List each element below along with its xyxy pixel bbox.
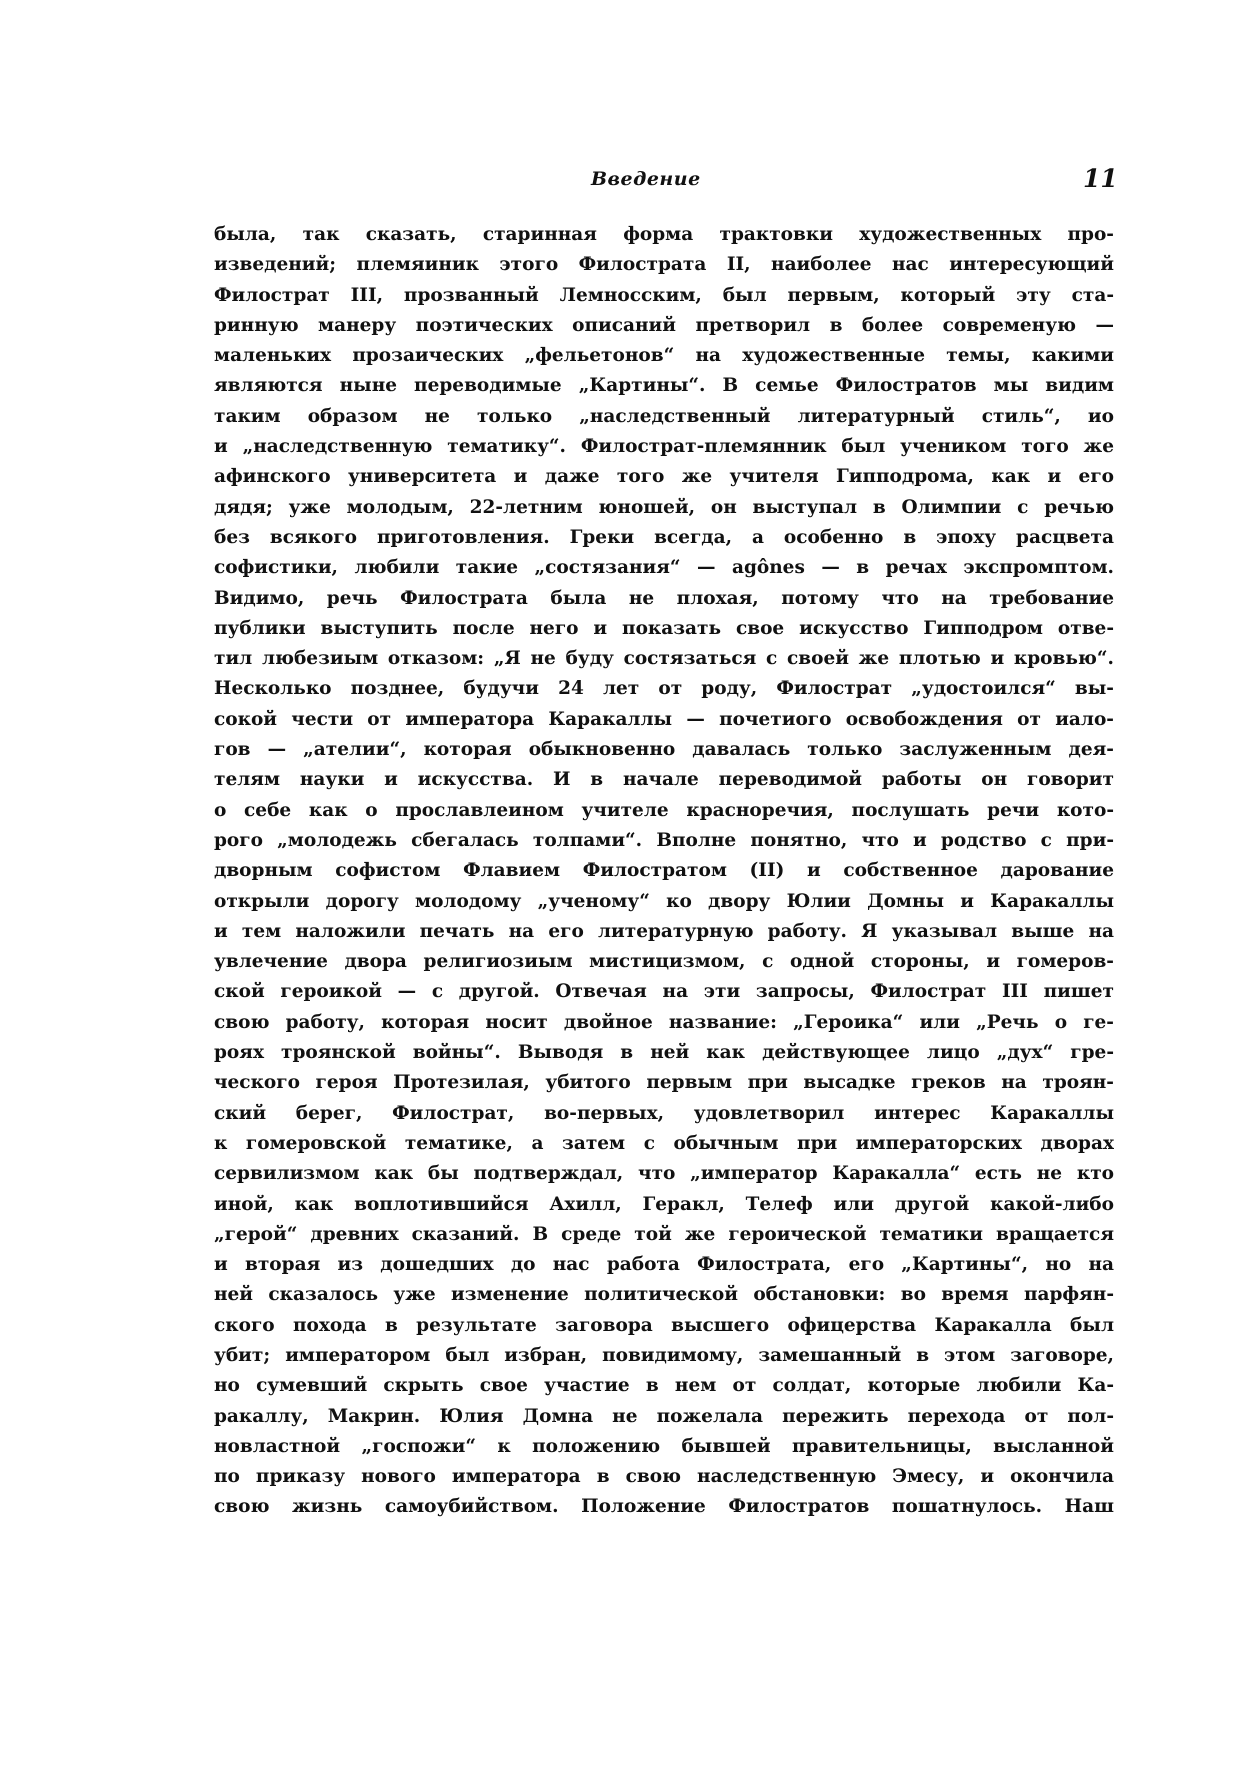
text-line: сокой чести от императора Каракаллы — почетиого освобождения от иало- bbox=[214, 708, 1114, 730]
text-line: и вторая из дошедших до нас работа Филострата, его „Картины“, но на bbox=[214, 1254, 1114, 1276]
text-line: Несколько позднее, будучи 24 лет от роду, Филострат „удостоился“ вы- bbox=[214, 678, 1114, 700]
text-line: сервилизмом как бы подтверждал, что „император Каракалла“ есть не кто bbox=[214, 1163, 1114, 1185]
text-line: тил любезиым отказом: „Я не буду состязаться с своей же плотью и кровью“. bbox=[214, 648, 1114, 670]
running-head bbox=[0, 164, 1259, 198]
text-line: дворным софистом Флавием Филостратом (II) и собственное дарование bbox=[214, 860, 1114, 882]
text-line: но сумевший скрыть свое участие в нем от солдат, которые любили Ка- bbox=[214, 1375, 1114, 1397]
text-line: рого „молодежь сбегалась толпами“. Вполне понятно, что и родство с при- bbox=[214, 829, 1114, 851]
text-line: ческого героя Протезилая, убитого первым при высадке греков на троян- bbox=[214, 1072, 1114, 1094]
text-line: и тем наложили печать на его литературную работу. Я указывал выше на bbox=[214, 920, 1114, 942]
text-line: софистики, любили такие „состязания“ — agônes — в речах экспромптом. bbox=[214, 557, 1114, 579]
text-line: публики выступить после него и показать свое искусство Гипподром отве- bbox=[214, 617, 1114, 639]
text-line: была, так сказать, старинная форма трактовки художественных про- bbox=[214, 224, 1114, 245]
text-line: ринную манеру поэтических описаний претворил в более современую — bbox=[214, 314, 1114, 336]
text-line: ского похода в результате заговора высшего офицерства Каракалла был bbox=[214, 1314, 1114, 1336]
body-text bbox=[214, 220, 1114, 1523]
text-line: иной, как воплотившийся Ахилл, Геракл, Телеф или другой какой-либо bbox=[214, 1193, 1114, 1215]
text-line: новластной „госпожи“ к положению бывшей правительницы, высланной bbox=[214, 1435, 1114, 1457]
text-line: к гомеровской тематике, а затем с обычным при императорских дворах bbox=[214, 1132, 1114, 1154]
text-line: о себе как о прославлеином учителе красноречия, послушать речи кото- bbox=[214, 799, 1114, 821]
text-line: по приказу нового императора в свою наследственную Эмесу, и окончила bbox=[214, 1466, 1114, 1488]
text-line: изведений; племяиник этого Филострата II, наиболее нас интересующий bbox=[214, 254, 1114, 276]
text-line: ракаллу, Макрин. Юлия Домна не пожелала пережить перехода от пол- bbox=[214, 1405, 1114, 1427]
text-line: Филострат III, прозванный Лемносским, был первым, который эту ста- bbox=[214, 284, 1114, 306]
text-line: ский берег, Филострат, во-первых, удовлетворил интерес Каракаллы bbox=[214, 1102, 1114, 1124]
text-line: таким образом не только „наследственный литературный стиль“, ио bbox=[214, 405, 1114, 427]
text-line: гов — „ателии“, которая обыкновенно давалась только заслуженным дея- bbox=[214, 739, 1114, 761]
text-line: маленьких прозаических „фельетонов“ на художественные темы, какими bbox=[214, 345, 1114, 367]
page-number: 11 bbox=[1083, 164, 1118, 193]
text-line: Видимо, речь Филострата была не плохая, потому что на требование bbox=[214, 587, 1114, 609]
text-line: увлечение двора религиозиым мистицизмом, с одной стороны, и гомеров- bbox=[214, 951, 1114, 973]
text-line: „герой“ древних сказаний. В среде той же героической тематики вращается bbox=[214, 1223, 1114, 1245]
text-line: ней сказалось уже изменение политической обстановки: во время парфян- bbox=[214, 1284, 1114, 1306]
text-line: убит; императором был избран, повидимому, замешанный в этом заговоре, bbox=[214, 1344, 1114, 1366]
text-line: афинского университета и даже того же учителя Гипподрома, как и его bbox=[214, 466, 1114, 488]
text-line: ской героикой — с другой. Отвечая на эти запросы, Филострат III пишет bbox=[214, 981, 1114, 1003]
text-line: свою жизнь самоубийством. Положение Филостратов пошатнулось. Наш bbox=[214, 1496, 1114, 1518]
text-line: и „наследственную тематику“. Филострат-племянник был учеником того же bbox=[214, 436, 1114, 458]
chapter-title: Введение bbox=[591, 168, 701, 190]
text-line: без всякого приготовления. Греки всегда, а особенно в эпоху расцвета bbox=[214, 526, 1114, 548]
text-line: открыли дорогу молодому „ученому“ ко двору Юлии Домны и Каракаллы bbox=[214, 890, 1114, 912]
text-line: телям науки и искусства. И в начале переводимой работы он говорит bbox=[214, 769, 1114, 791]
text-line: являются ныне переводимые „Картины“. В семье Филостратов мы видим bbox=[214, 375, 1114, 397]
text-line: роях троянской войны“. Выводя в ней как действующее лицо „дух“ гре- bbox=[214, 1042, 1114, 1064]
text-line: свою работу, которая носит двойное название: „Героика“ или „Речь о ге- bbox=[214, 1011, 1114, 1033]
text-line: дядя; уже молодым, 22-летним юношей, он выступал в Олимпии с речью bbox=[214, 496, 1114, 518]
